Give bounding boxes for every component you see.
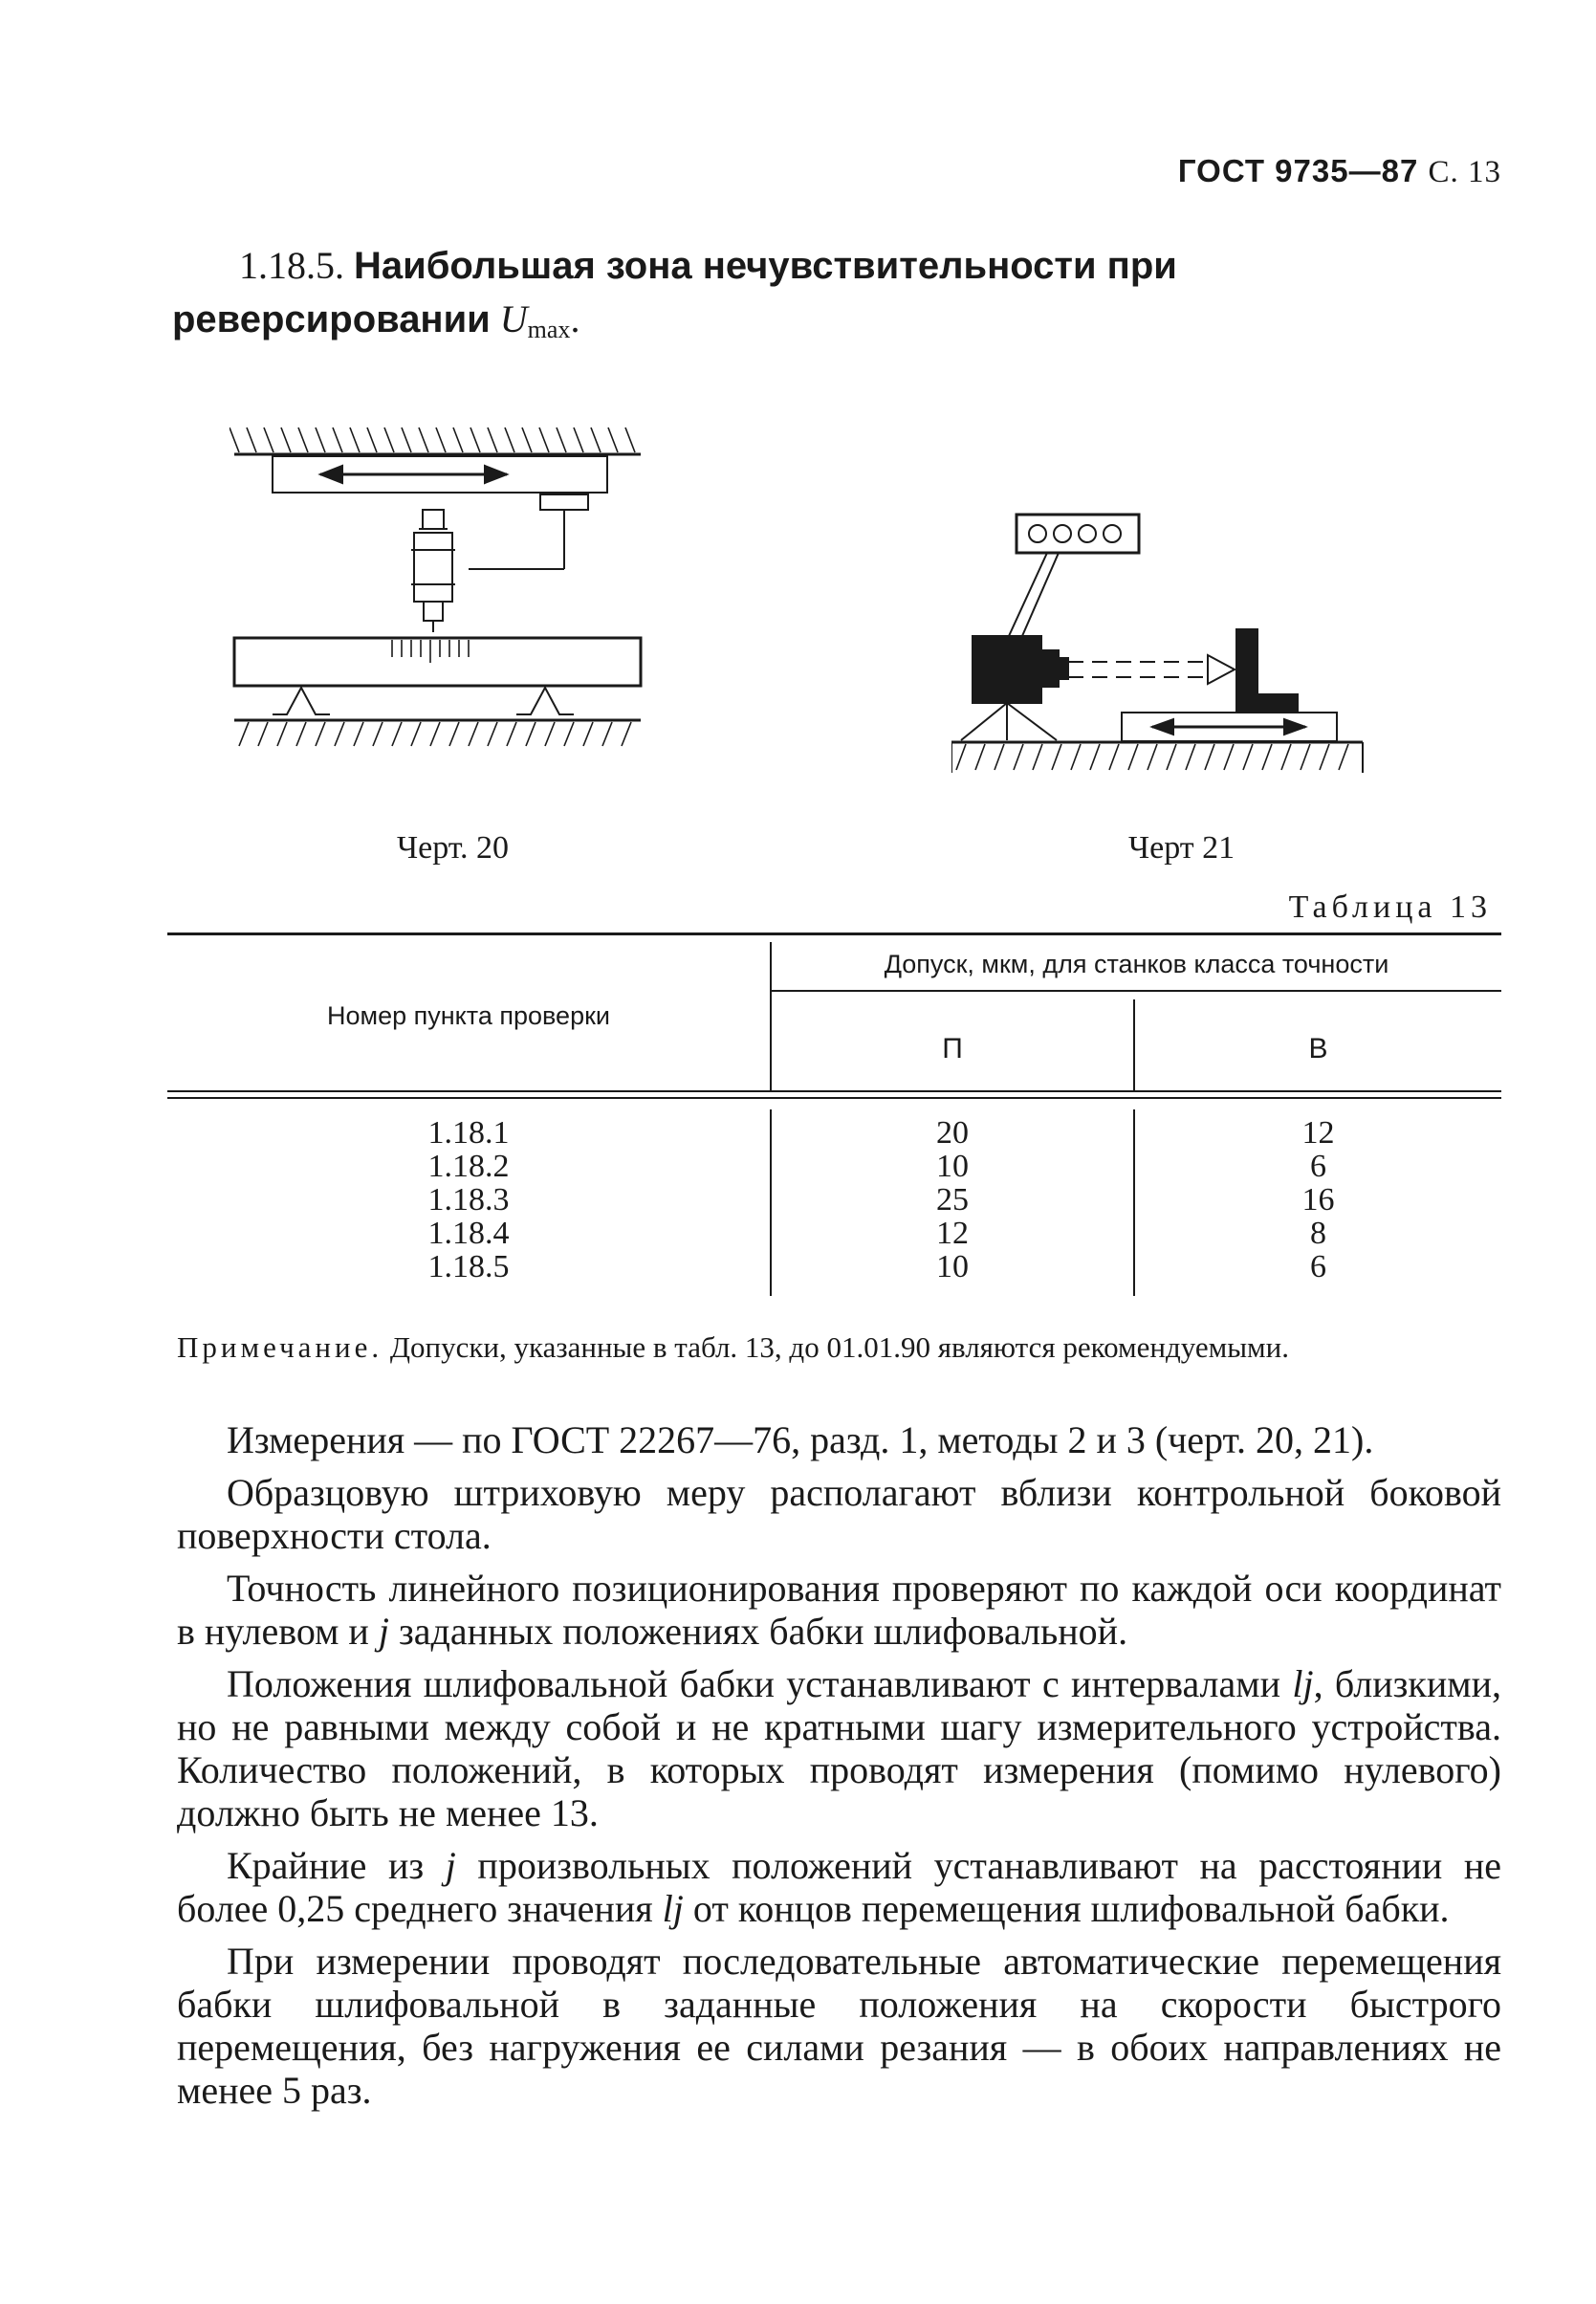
table-cell-v: 8 [1310,1216,1326,1251]
page-header [1157,153,1501,190]
table-cell-p: 12 [936,1216,969,1251]
table-cell-v: 16 [1301,1182,1335,1218]
page-number: С. 13 [1428,155,1501,189]
table-title: Таблица 13 [1288,889,1492,925]
table-cell-p: 20 [936,1115,969,1151]
header-tolerance: Допуск, мкм, для станков класса точности [884,950,1389,978]
table-cell-v: 6 [1310,1249,1326,1284]
figure-21-caption: Черт 21 [1128,830,1235,866]
figure-21-drawing [951,507,1372,779]
section-symbol: $U_{max}$ [499,297,571,343]
table-cell-p: 10 [936,1149,969,1184]
header-check-number: Номер пункта проверки [327,1001,610,1030]
section-end: . [570,297,580,340]
table-row-check: 1.18.5 [427,1249,510,1284]
table-13 [167,933,1501,1325]
table-cell-v: 6 [1310,1149,1326,1184]
paragraph-scale-placement: Образцовую штриховую меру располагают вблизи контрольной боковой поверхности стола. [177,1471,1501,1557]
section-heading [172,239,1501,357]
table-note [177,1329,1501,1366]
table-cell-p: 25 [936,1182,969,1218]
section-number: 1.18.5. [239,244,344,287]
header-class-p: П [942,1033,963,1064]
symbol-j: j [378,1610,389,1653]
paragraph-positioning-accuracy: Точность линейного позиционирования проверяют по каждой оси координат в нулевом и j заданных положениях бабки шлифовальной. [177,1567,1501,1653]
table-row-check: 1.18.4 [427,1216,510,1251]
note-text: Допуски, указанные в табл. 13, до 01.01.90 являются рекомендуемыми. [389,1330,1290,1364]
section-symbol-sub: max [527,316,571,343]
table-cell-v: 12 [1301,1115,1335,1151]
section-title: Наибольшая зона нечувствительности при реверсировании [172,245,1177,340]
figure-20-drawing [230,416,650,770]
table-group-rule [770,990,1501,992]
header-class-v: В [1308,1033,1328,1064]
figure-20 [230,416,650,770]
standard-number: ГОСТ 9735—87 [1177,153,1419,188]
figure-20-caption: Черт. 20 [397,830,510,866]
figure-21 [951,507,1372,779]
table-cell-p: 10 [936,1249,969,1284]
table-row-check: 1.18.1 [427,1115,510,1151]
table-row-check: 1.18.2 [427,1149,510,1184]
paragraph-extreme-positions: Крайние из j произвольных положений устанавливают на расстоянии не более 0,25 среднего значения lj от концов перемещения шлифовальной бабки. [177,1844,1501,1930]
column-class-v [1135,1116,1501,1284]
note-label: Примечание. [177,1330,383,1364]
table-header-rule-2 [167,1097,1501,1099]
paragraph-measurements: Измерения — по ГОСТ 22267—76, разд. 1, методы 2 и 3 (черт. 20, 21). [227,1418,1374,1461]
table-header-rule-1 [167,1090,1501,1092]
body-text [177,1418,1501,2112]
symbol-lj: lj [662,1887,684,1930]
paragraph-intervals: Положения шлифовальной бабки устанавливают с интервалами lj, близкими, но не равными между собой и не кратными шагу измерительного устройства. Количество положений, в которых проводят измерения (помимо нулевого) должно быть не менее 13. [177,1662,1501,1834]
column-check-numbers [167,1116,770,1284]
table-top-rule [167,933,1501,935]
column-class-p [772,1116,1133,1284]
symbol-lj: lj [1292,1662,1314,1705]
paragraph-procedure: При измерении проводят последовательные автоматические перемещения бабки шлифовальной в заданные положения на скорости быстрого перемещения, без нагружения ее силами резания — в обоих направлениях не менее 5 раз. [177,1940,1501,2112]
table-row-check: 1.18.3 [427,1182,510,1218]
symbol-j: j [445,1844,456,1887]
